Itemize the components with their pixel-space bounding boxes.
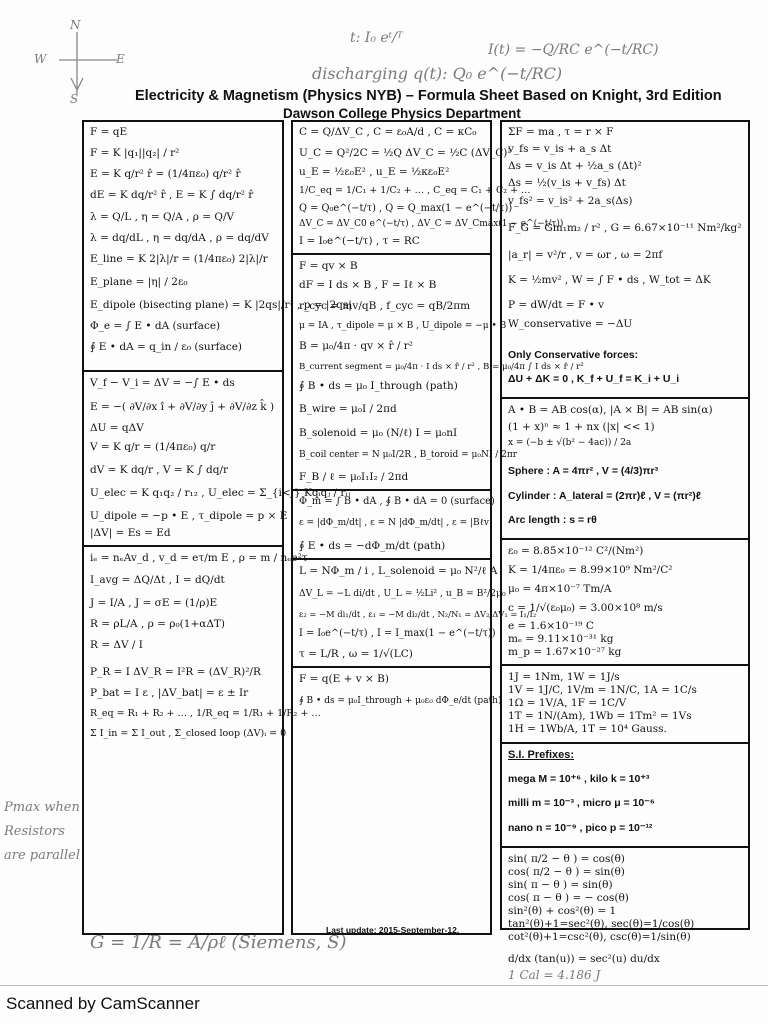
formula: U_dipole = −p • E , τ_dipole = p × E xyxy=(90,510,288,523)
formula: λ = Q/L , η = Q/A , ρ = Q/V xyxy=(90,210,235,223)
formula: I = I₀e^(−t/τ) , τ = RC xyxy=(299,234,420,247)
formula: W_conservative = −ΔU xyxy=(508,318,633,331)
formula: J = I/A , J = σE = (1/ρ)E xyxy=(90,596,218,609)
formula: dE = K dq/r² r̂ , E = K ∫ dq/r² r̂ xyxy=(90,189,254,202)
formula: I_avg = ΔQ/Δt , I = dQ/dt xyxy=(90,573,225,586)
formula: x = (−b ± √(b² − 4ac)) / 2a xyxy=(508,438,632,449)
divider xyxy=(502,742,748,744)
formula: R = ΔV / I xyxy=(90,638,143,651)
formula: E_dipole (bisecting plane) = K |2qs|/r³ , p = |2qs| xyxy=(90,299,352,311)
si-prefix: mega M = 10⁺⁶ , kilo k = 10⁺³ xyxy=(508,772,650,785)
divider xyxy=(293,489,490,491)
formula: V_f − V_i = ΔV = −∫ E • ds xyxy=(90,377,235,390)
formula: Arc length : s = rθ xyxy=(508,514,597,527)
divider xyxy=(84,370,282,372)
trig-identity: tan²(θ)+1=sec²(θ), sec(θ)=1/cos(θ) xyxy=(508,918,695,931)
formula: B_wire = μ₀I / 2πd xyxy=(299,403,397,416)
unit-definition: 1T = 1N/(Am), 1Wb = 1Tm² = 1Vs xyxy=(508,710,692,723)
trig-identity: sin( π/2 − θ ) = cos(θ) xyxy=(508,852,625,865)
trig-identity: sin²(θ) + cos²(θ) = 1 xyxy=(508,905,617,918)
formula: Φ_m = ∫ B • dA , ∮ B • dA = 0 (surface) xyxy=(299,496,495,508)
formula: ΔU = qΔV xyxy=(90,421,144,434)
unit-definition: 1J = 1Nm, 1W = 1J/s xyxy=(508,670,620,683)
formula: ΔV_C = ΔV_C0 e^(−t/τ) , ΔV_C = ΔV_Cmax(1 − e^(−t/τ)) xyxy=(299,219,564,230)
divider xyxy=(502,538,748,540)
margin-note-2: Resistors xyxy=(4,824,65,839)
si-prefix: milli m = 10⁻³ , micro μ = 10⁻⁶ xyxy=(508,797,655,810)
si-prefixes-heading: S.I. Prefixes: xyxy=(508,748,575,761)
page-subtitle: Dawson College Physics Department xyxy=(283,106,521,121)
handwritten-conductance: G = 1/R = A/ρℓ (Siemens, S) xyxy=(90,932,347,953)
handwritten-top-3: discharging q(t): Q₀ e^(−t/RC) xyxy=(312,64,563,83)
formula: B = μ₀/4π · qv × r̂ / r² xyxy=(299,340,413,353)
unit-definition: 1V = 1J/C, 1V/m = 1N/C, 1A = 1C/s xyxy=(508,684,697,697)
derivative-identity: d/dx (tan(u)) = sec²(u) du/dx xyxy=(508,952,660,965)
divider xyxy=(502,664,748,666)
formula: r_cyc = mv/qB , f_cyc = qB/2πm xyxy=(299,300,471,313)
column-mechanics-constants xyxy=(500,120,750,982)
formula: F = qE xyxy=(90,126,128,138)
formula: Σ I_in = Σ I_out , Σ_closed loop (ΔV)ᵢ = 0 xyxy=(90,728,287,740)
constant: K = 1/4πε₀ = 8.99×10⁹ Nm²/C² xyxy=(508,564,673,577)
handwritten-cal: 1 Cal = 4.186 J xyxy=(508,967,601,982)
constant: ε₀ = 8.85×10⁻¹² C²/(Nm²) xyxy=(508,545,644,558)
formula: I = I₀e^(−t/τ) , I = I_max(1 − e^(−t/τ)) xyxy=(299,627,496,639)
divider xyxy=(84,545,282,547)
handwritten-compass-s: S xyxy=(70,92,79,106)
formula: C = Q/ΔV_C , C = ε₀A/d , C = κC₀ xyxy=(299,126,477,138)
formula: F_B / ℓ = μ₀I₁I₂ / 2πd xyxy=(299,470,409,483)
trig-identity: cos( π − θ ) = − cos(θ) xyxy=(508,892,629,904)
formula: F = K |q₁||q₂| / r² xyxy=(90,147,180,160)
formula: Cylinder : A_lateral = (2πr)ℓ , V = (πr²)ℓ xyxy=(508,489,701,502)
formula: λ = dq/dL , η = dq/dA , ρ = dq/dV xyxy=(90,231,269,244)
formula: P = dW/dt = F • v xyxy=(508,299,605,311)
formula: 1/C_eq = 1/C₁ + 1/C₂ + … , C_eq = C₁ + C₂ + … xyxy=(299,185,531,197)
formula: |ΔV| = Es = Ed xyxy=(90,527,171,540)
scanner-watermark: Scanned by CamScanner xyxy=(6,994,200,1013)
page-title: Electricity & Magnetism (Physics NYB) – Formula Sheet Based on Knight, 3rd Edition xyxy=(135,88,722,104)
last-update: Last update: 2015-September-12. xyxy=(326,925,460,935)
constant: mₑ = 9.11×10⁻³¹ kg xyxy=(508,632,614,645)
formula: ∮ B • ds = μ₀I_through + μ₀ε₀ dΦ_e/dt (path) xyxy=(299,696,502,707)
compass-sketch xyxy=(55,28,125,98)
formula: U_elec = K q₁q₂ / r₁₂ , U_elec = Σ_{i<j} Kqᵢqⱼ / rᵢⱼ xyxy=(90,487,351,499)
formula: dV = K dq/r , V = K ∫ dq/r xyxy=(90,463,229,476)
constant: e = 1.6×10⁻¹⁹ C xyxy=(508,619,594,632)
formula: A • B = AB cos(α), |A × B| = AB sin(α) xyxy=(508,404,713,417)
formula: v_fs = v_is + a_s Δt xyxy=(508,143,612,156)
formula: τ = L/R , ω = 1/√(LC) xyxy=(299,648,413,661)
formula: E_line = K 2|λ|/r = (1/4πε₀) 2|λ|/r xyxy=(90,252,268,265)
formula: Δs = v_is Δt + ½a_s (Δt)² xyxy=(508,160,642,173)
unit-definition: 1Ω = 1V/A, 1F = 1C/V xyxy=(508,697,627,710)
formula: E_plane = |η| / 2ε₀ xyxy=(90,275,188,288)
formula: ΔU + ΔK = 0 , K_f + U_f = K_i + U_i xyxy=(508,373,680,386)
divider xyxy=(0,985,768,986)
handwritten-top-1: t: I₀ eᵗ/ᵀ xyxy=(350,30,403,46)
formula: iₑ = nₑAv_d , v_d = eτ/m E , ρ = m / nₑe²τ xyxy=(90,552,308,565)
handwritten-compass-n: N xyxy=(70,18,81,32)
divider xyxy=(293,558,490,560)
formula: Sphere : A = 4πr² , V = (4/3)πr³ xyxy=(508,465,659,478)
formula: u_E = ½ε₀E² , u_E = ½κε₀E² xyxy=(299,166,450,179)
constant: c = 1/√(ε₀μ₀) = 3.00×10⁸ m/s xyxy=(508,602,663,615)
formula: V = K q/r = (1/4πε₀) q/r xyxy=(90,440,216,453)
formula: v_fs² = v_is² + 2a_s(Δs) xyxy=(508,194,633,207)
handwritten-compass-e: E xyxy=(116,52,125,66)
formula: P_bat = I ε , |ΔV_bat| = ε ± Ir xyxy=(90,687,249,700)
handwritten-compass-w: W xyxy=(34,52,47,66)
formula: μ = IA , τ_dipole = μ × B , U_dipole = −μ • B xyxy=(299,321,507,332)
handwritten-top-2: I(t) = −Q/RC e^(−t/RC) xyxy=(488,42,659,58)
formula: R_eq = R₁ + R₂ + … , 1/R_eq = 1/R₁ + 1/R₂ + … xyxy=(90,708,321,720)
formula: E = K q/r² r̂ = (1/4πε₀) q/r² r̂ xyxy=(90,168,241,181)
formula: ε₂ = −M di₁/dt , ε₁ = −M di₂/dt , N₂/N₁ = ΔV₂/ΔV₁ = I₁/I₂ xyxy=(299,609,537,620)
margin-note-3: are parallel xyxy=(4,848,80,863)
constant: m_p = 1.67×10⁻²⁷ kg xyxy=(508,645,622,658)
formula: B_coil center = N μ₀I/2R , B_toroid = μ₀NI / 2πr xyxy=(299,449,518,460)
formula: (1 + x)ⁿ ≈ 1 + nx (|x| << 1) xyxy=(508,421,655,434)
formula: F = qv × B xyxy=(299,259,358,272)
margin-note-1: Pmax when xyxy=(4,800,80,815)
trig-identity: cos( π/2 − θ ) = sin(θ) xyxy=(508,865,625,878)
trig-identity: sin( π − θ ) = sin(θ) xyxy=(508,878,613,891)
formula: ΔV_L = −L di/dt , U_L = ½Li² , u_B = B²/2μ₀ xyxy=(299,587,506,599)
formula: ∮ E • ds = −dΦ_m/dt (path) xyxy=(299,539,446,552)
formula: ∮ B • ds = μ₀ I_through (path) xyxy=(299,380,458,393)
formula: Q = Q₀e^(−t/τ) , Q = Q_max(1 − e^(−t/τ)) xyxy=(299,203,513,215)
constant: μ₀ = 4π×10⁻⁷ Tm/A xyxy=(508,583,612,596)
formula: F = q(E + v × B) xyxy=(299,673,389,686)
formula: B_solenoid = μ₀ (N/ℓ) I = μ₀nI xyxy=(299,426,458,439)
formula: Only Conservative forces: xyxy=(508,348,639,361)
formula: B_current segment = μ₀/4π · I ds × r̂ / r² , B = μ₀/4π ∫ I ds × r̂ / r² xyxy=(299,361,584,372)
divider xyxy=(293,253,490,255)
trig-identity: cot²(θ)+1=csc²(θ), csc(θ)=1/sin(θ) xyxy=(508,931,691,944)
formula: dF = I ds × B , F = Iℓ × B xyxy=(299,278,437,291)
formula: ε = |dΦ_m/dt| , ε = N |dΦ_m/dt| , ε = |Bℓv| xyxy=(299,518,493,529)
formula: |a_r| = v²/r , v = ωr , ω = 2πf xyxy=(508,248,663,261)
formula: R = ρL/A , ρ = ρ₀(1+αΔT) xyxy=(90,617,226,630)
formula: P_R = I ΔV_R = I²R = (ΔV_R)²/R xyxy=(90,666,261,678)
divider xyxy=(293,666,490,668)
unit-definition: 1H = 1Wb/A, 1T = 10⁴ Gauss. xyxy=(508,723,667,736)
si-prefix: nano n = 10⁻⁹ , pico p = 10⁻¹² xyxy=(508,821,653,834)
formula: K = ½mv² , W = ∫ F • ds , W_tot = ΔK xyxy=(508,273,711,286)
formula: L = NΦ_m / i , L_solenoid = μ₀ N²/ℓ A xyxy=(299,564,498,577)
formula: U_C = Q²/2C = ½Q ΔV_C = ½C (ΔV_C)² xyxy=(299,147,512,160)
formula: Φ_e = ∫ E • dA (surface) xyxy=(90,320,221,333)
formula: ∮ E • dA = q_in / ε₀ (surface) xyxy=(90,341,243,354)
formula: F_G = Gm₁m₂ / r² , G = 6.67×10⁻¹¹ Nm²/kg² xyxy=(508,221,742,234)
formula: E = −( ∂V/∂x î + ∂V/∂y ĵ + ∂V/∂z k̂ ) xyxy=(90,400,275,413)
divider xyxy=(502,397,748,399)
divider xyxy=(502,846,748,848)
formula: Δs = ½(v_is + v_fs) Δt xyxy=(508,177,626,190)
formula: ΣF = ma , τ = r × F xyxy=(508,126,614,138)
